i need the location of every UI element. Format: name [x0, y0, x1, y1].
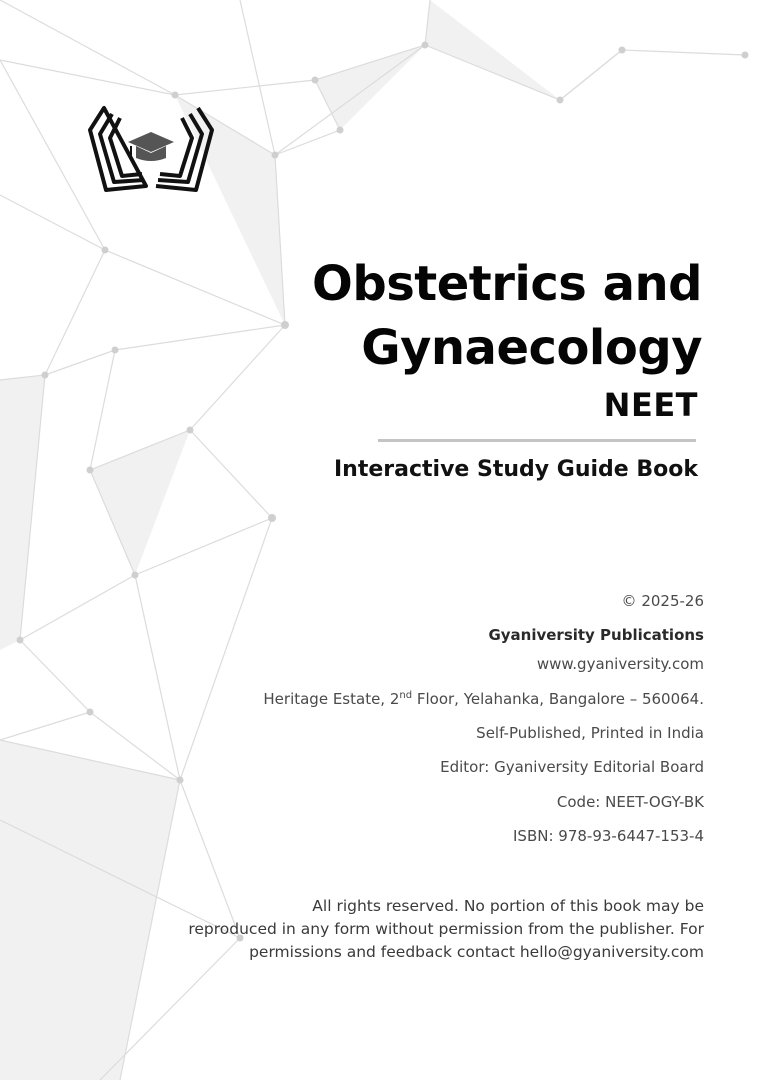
book-title-line1: Obstetrics and	[312, 256, 702, 312]
website-link[interactable]: www.gyaniversity.com	[536, 655, 704, 673]
address-ordinal: nd	[399, 690, 413, 701]
divider	[378, 439, 696, 442]
copyright: © 2025-26	[621, 592, 704, 610]
book-title-line2: Gynaecology	[361, 320, 702, 376]
publisher-name: Gyaniversity Publications	[488, 626, 704, 644]
rights-line2: reproduced in any form without permission from the publisher. For	[188, 920, 704, 938]
rights-line1: All rights reserved. No portion of this book may be	[312, 897, 704, 915]
rights-line3: permissions and feedback contact hello@gyaniversity.com	[249, 943, 704, 961]
publisher-address	[263, 690, 704, 708]
publishing-info: Self-Published, Printed in India	[476, 724, 704, 742]
address-part2: Floor, Yelahanka, Bangalore – 560064.	[412, 690, 704, 708]
open-book-graduation-cap-icon	[86, 100, 216, 196]
book-title	[312, 252, 702, 380]
book-code: Code: NEET-OGY-BK	[556, 793, 704, 811]
book-subtitle: Interactive Study Guide Book	[334, 457, 698, 482]
editor-info: Editor: Gyaniversity Editorial Board	[440, 758, 704, 776]
rights-notice	[144, 895, 704, 964]
address-part1: Heritage Estate, 2	[263, 690, 400, 708]
isbn: ISBN: 978-93-6447-153-4	[513, 827, 704, 845]
exam-name: NEET	[603, 386, 698, 424]
